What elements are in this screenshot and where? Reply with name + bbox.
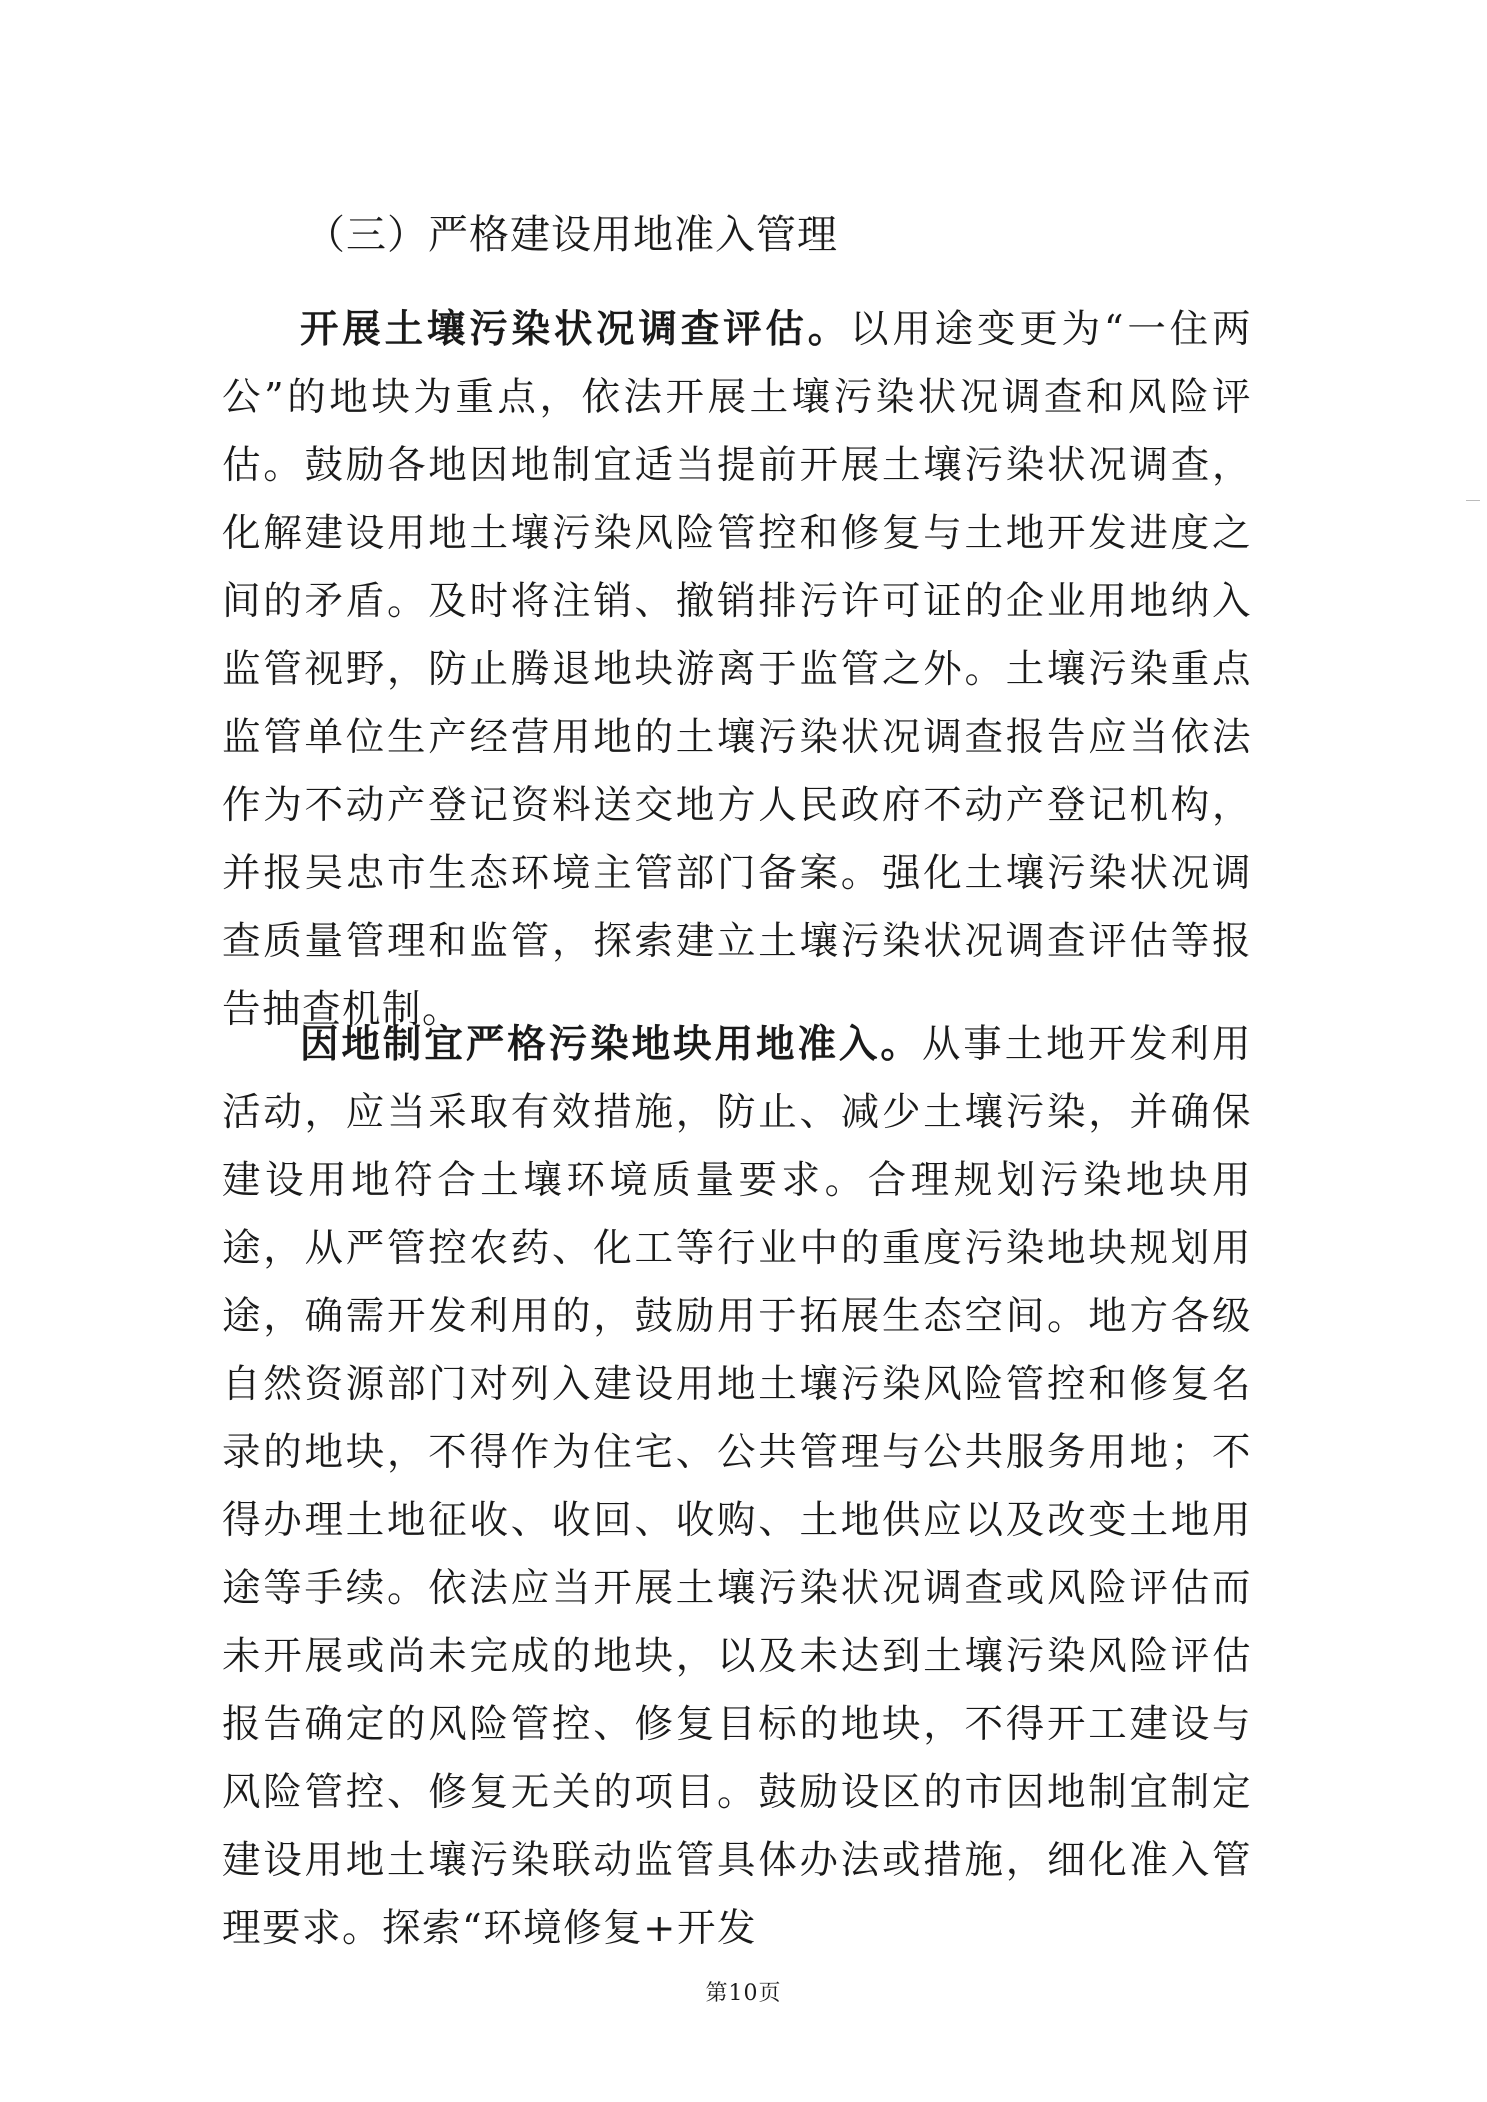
paragraph-2 xyxy=(222,1011,1252,1963)
paragraph-1 xyxy=(222,296,1252,1044)
page-number: 第10页 xyxy=(705,1981,782,2006)
paragraph-1-lead: 开展土壤污染状况调查评估。 xyxy=(300,307,851,352)
scan-artifact-mark xyxy=(1466,500,1480,501)
paragraph-2-text: 从事土地开发利用活动，应当采取有效措施，防止、减少土壤污染，并确保建设用地符合土壤环境质量要求。合理规划污染地块用途，从严管控农药、化工等行业中的重度污染地块规划用途，确需开发利用的，鼓励用于拓展生态空间。地方各级自然资源部门对列入建设用地土壤污染风险管控和修复名录的地块，不得作为住宅、公共管理与公共服务用地；不得办理土地征收、收回、收购、土地供应以及改变土地用途等手续。依法应当开展土壤污染状况调查或风险评估而未开展或尚未完成的地块，以及未达到土壤污染风险评估报告确定的风险管控、修复目标的地块，不得开工建设与风险管控、修复无关的项目。鼓励设区的市因地制宜制定建设用地土壤污染联动监管具体办法或措施，细化准入管理要求。探索“环境修复+开发 xyxy=(222,1022,1252,1951)
paragraph-1-text: 以用途变更为“一住两公”的地块为重点，依法开展土壤污染状况调查和风险评估。鼓励各地因地制宜适当提前开展土壤污染状况调查，化解建设用地土壤污染风险管控和修复与土地开发进度之间的矛盾。及时将注销、撤销排污许可证的企业用地纳入监管视野，防止腾退地块游离于监管之外。土壤污染重点监管单位生产经营用地的土壤污染状况调查报告应当依法作为不动产登记资料送交地方人民政府不动产登记机构，并报吴忠市生态环境主管部门备案。强化土壤污染状况调查质量管理和监管，探索建立土壤污染状况调查评估等报告抽查机制。 xyxy=(222,307,1252,1032)
section-heading: （三）严格建设用地准入管理 xyxy=(305,212,838,258)
paragraph-2-lead: 因地制宜严格污染地块用地准入。 xyxy=(300,1022,922,1067)
